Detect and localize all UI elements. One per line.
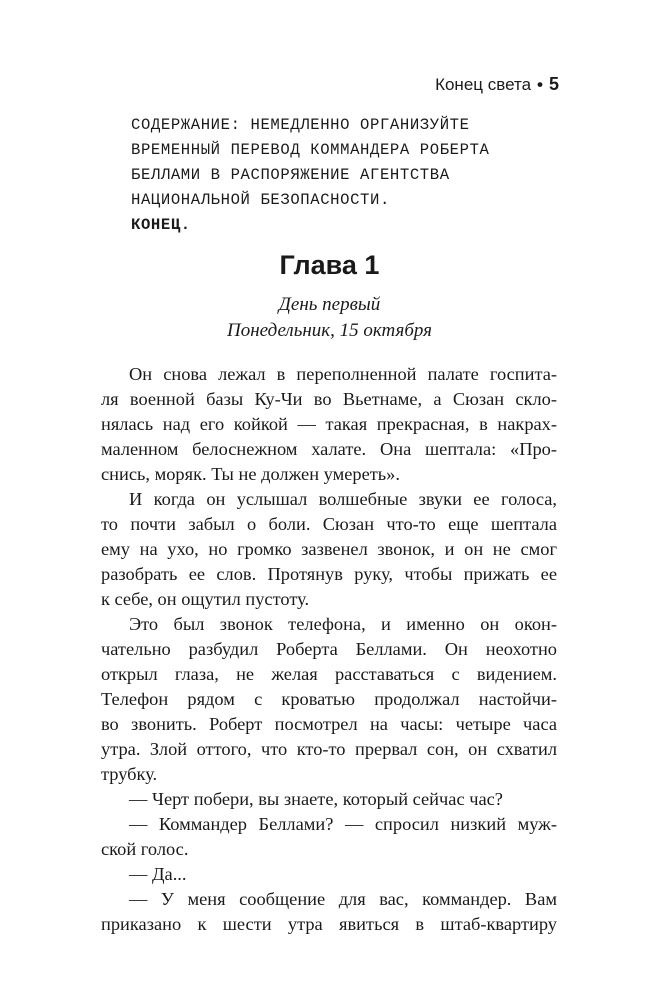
telegram-line: ВРЕМЕННЫЙ ПЕРЕВОД КОММАНДЕРА РОБЕРТА: [131, 141, 490, 159]
body-line: во звонить. Роберт посмотрел на часы: четыре часа: [101, 714, 557, 734]
body-line: Он снова лежал в переполненной палате госпита-: [129, 364, 557, 384]
telegram-end: КОНЕЦ.: [131, 216, 191, 234]
telegram-line: БЕЛЛАМИ В РАСПОРЯЖЕНИЕ АГЕНТСТВА: [131, 166, 450, 184]
page-number: 5: [548, 74, 559, 94]
body-line: Это был звонок телефона, и именно он окон-: [129, 614, 557, 634]
body-line: — Да...: [129, 864, 187, 884]
body-line: чательно разбудил Роберта Беллами. Он неохотно: [101, 639, 557, 659]
body-line: ской голос.: [101, 839, 189, 859]
body-line: — У меня сообщение для вас, коммандер. Вам: [129, 889, 557, 909]
body-line: то почти забыл о боли. Сюзан что-то еще шептала: [101, 514, 557, 534]
telegram-line: СОДЕРЖАНИЕ: НЕМЕДЛЕННО ОРГАНИЗУЙТЕ: [131, 116, 470, 134]
chapter-title: Глава 1: [279, 250, 380, 280]
body-line: — Коммандер Беллами? — спросил низкий муж-: [129, 814, 557, 834]
body-line: приказано к шести утра явиться в штаб-квартиру: [101, 914, 557, 934]
body-line: маленном белоснежном халате. Она шептала: «Про-: [101, 439, 557, 459]
telegram-block: [131, 113, 551, 238]
chapter-date: Понедельник, 15 октября: [227, 320, 432, 341]
body-line: снись, моряк. Ты не должен умереть».: [101, 464, 400, 484]
body-line: трубку.: [101, 764, 158, 784]
body-line: утра. Злой оттого, что кто-то прервал сон, он схватил: [101, 739, 557, 759]
header-separator: •: [537, 75, 543, 94]
running-header: [435, 73, 559, 96]
chapter-day: День первый: [278, 294, 381, 315]
body-line: нялась над его койкой — такая прекрасная, в накрах-: [101, 414, 557, 434]
body-text: [101, 362, 557, 937]
body-line: ему на ухо, но громко зазвенел звонок, и он не смог: [101, 539, 557, 559]
header-title: Конец света: [435, 75, 532, 94]
body-line: ля военной базы Ку-Чи во Вьетнаме, а Сюзан скло-: [101, 389, 557, 409]
body-line: к себе, он ощутил пустоту.: [101, 589, 310, 609]
body-line: Телефон рядом с кроватью продолжал настойчи-: [101, 689, 557, 709]
body-line: открыл глаза, не желая расставаться с видением.: [101, 664, 557, 684]
body-line: — Черт побери, вы знаете, который сейчас час?: [129, 789, 503, 809]
body-line: разобрать ее слов. Протянув руку, чтобы прижать ее: [101, 564, 557, 584]
telegram-line: НАЦИОНАЛЬНОЙ БЕЗОПАСНОСТИ.: [131, 191, 390, 209]
body-line: И когда он услышал волшебные звуки ее голоса,: [129, 489, 557, 509]
